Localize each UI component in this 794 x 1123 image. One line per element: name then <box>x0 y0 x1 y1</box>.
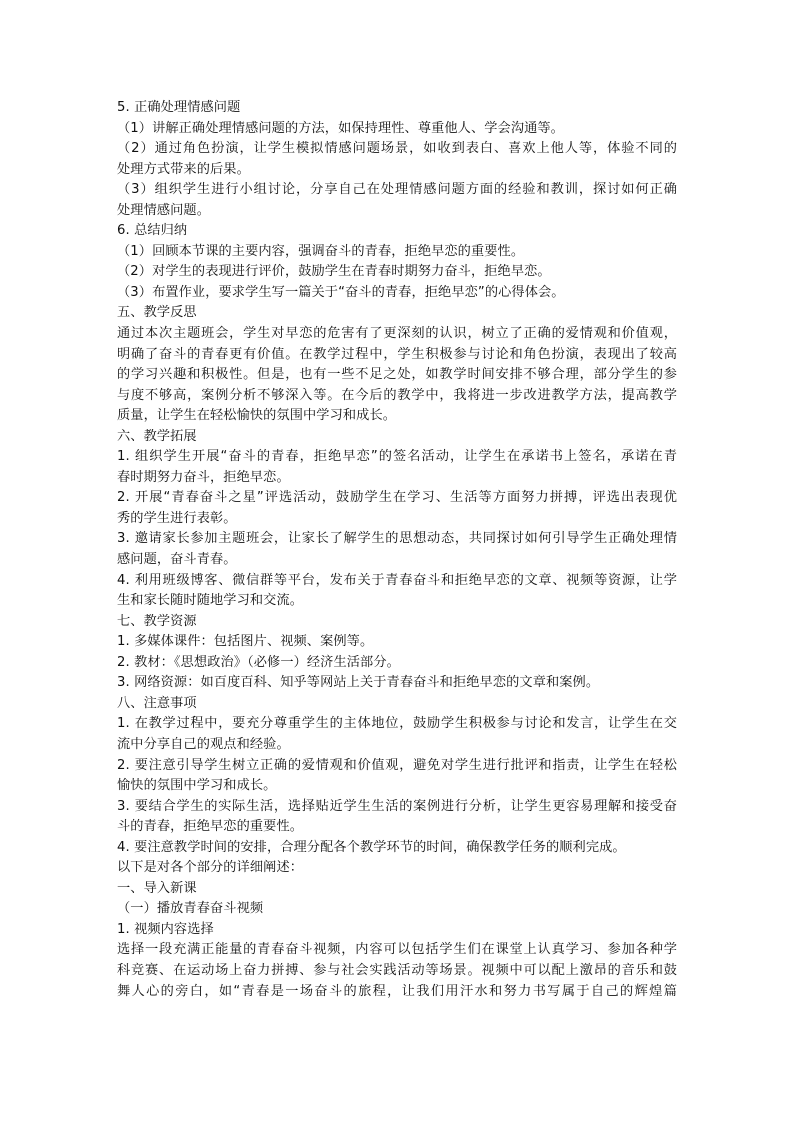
text-line: 处理方式带来的后果。 <box>117 161 250 177</box>
text-line: 感问题，奋斗青春。 <box>117 552 237 568</box>
text-line: （一）播放青春奋斗视频 <box>117 901 264 917</box>
text-line: 八、注意事项 <box>117 695 197 711</box>
text-line: 秀的学生进行表彰。 <box>117 510 237 526</box>
text-line: 六、教学拓展 <box>117 428 197 444</box>
text-line: （3）布置作业，要求学生写一篇关于“奋斗的青春，拒绝早恋”的心得体会。 <box>117 284 565 300</box>
text-line: 与度不够高，案例分析不够深入等。在今后的教学中，我将进一步改进教学方法，提高教学 <box>117 387 677 403</box>
text-line: 2. 开展“青春奋斗之星”评选活动，鼓励学生在学习、生活等方面努力拼搏，评选出表现优 <box>117 490 677 506</box>
text-line: （1）讲解正确处理情感问题的方法，如保持理性、尊重他人、学会沟通等。 <box>117 120 564 136</box>
text-line: 通过本次主题班会，学生对早恋的危害有了更深刻的认识，树立了正确的爱情观和价值观， <box>117 326 677 342</box>
text-line: 愉快的氛围中学习和成长。 <box>117 778 277 794</box>
text-line: 七、教学资源 <box>117 613 197 629</box>
text-line: 春时期努力奋斗，拒绝早恋。 <box>117 469 290 485</box>
text-line: 质量，让学生在轻松愉快的氛围中学习和成长。 <box>117 408 397 424</box>
text-line: （1）回顾本节课的主要内容，强调奋斗的青春，拒绝早恋的重要性。 <box>117 243 525 259</box>
text-line: 生和家长随时随地学习和交流。 <box>117 593 304 609</box>
text-line: 6. 总结归纳 <box>117 223 188 239</box>
text-line: 明确了奋斗的青春更有价值。在教学过程中，学生积极参与讨论和角色扮演，表现出了较高 <box>117 346 677 362</box>
text-line: 1. 视频内容选择 <box>117 921 214 937</box>
text-line: 舞人心的旁白，如“青春是一场奋斗的旅程，让我们用汗水和努力书写属于自己的辉煌篇 <box>117 983 677 999</box>
text-line: 的学习兴趣和积极性。但是，也有一些不足之处，如教学时间安排不够合理，部分学生的参 <box>117 367 677 383</box>
text-line: 流中分享自己的观点和经验。 <box>117 736 290 752</box>
text-line: 2. 教材：《思想政治》（必修一）经济生活部分。 <box>117 654 400 670</box>
text-line: 1. 多媒体课件：包括图片、视频、案例等。 <box>117 634 374 650</box>
text-line: 2. 要注意引导学生树立正确的爱情观和价值观，避免对学生进行批评和指责，让学生在轻松 <box>117 757 677 773</box>
text-line: 科竞赛、在运动场上奋力拼搏、参与社会实践活动等场景。视频中可以配上激昂的音乐和鼓 <box>117 962 677 978</box>
text-line: 5. 正确处理情感问题 <box>117 100 241 115</box>
text-line: 4. 利用班级博客、微信群等平台，发布关于青春奋斗和拒绝早恋的文章、视频等资源，让学 <box>117 572 677 588</box>
text-line: 3. 要结合学生的实际生活，选择贴近学生生活的案例进行分析，让学生更容易理解和接受奋 <box>117 798 677 814</box>
text-line: 处理情感问题。 <box>117 202 211 218</box>
text-line: 1. 在教学过程中，要充分尊重学生的主体地位，鼓励学生积极参与讨论和发言，让学生在交 <box>117 716 677 732</box>
text-line: （2）对学生的表现进行评价，鼓励学生在青春时期努力奋斗，拒绝早恋。 <box>117 264 551 280</box>
document-body <box>117 98 677 1002</box>
text-line: 以下是对各个部分的详细阐述： <box>117 860 304 876</box>
text-line: 4. 要注意教学时间的安排，合理分配各个教学环节的时间，确保教学任务的顺利完成。 <box>117 839 626 855</box>
text-line: 3. 邀请家长参加主题班会，让家长了解学生的思想动态，共同探讨如何引导学生正确处理情 <box>117 531 677 547</box>
text-line: 3. 网络资源：如百度百科、知乎等网站上关于青春奋斗和拒绝早恋的文章和案例。 <box>117 675 600 691</box>
text-line: 斗的青春，拒绝早恋的重要性。 <box>117 819 304 835</box>
text-line: 五、教学反思 <box>117 305 197 321</box>
text-line: 选择一段充满正能量的青春奋斗视频，内容可以包括学生们在课堂上认真学习、参加各种学 <box>117 942 677 958</box>
text-line: （2）通过角色扮演，让学生模拟情感问题场景，如收到表白、喜欢上他人等，体验不同的 <box>117 141 677 157</box>
text-line: 一、导入新课 <box>117 880 197 896</box>
text-line: 1. 组织学生开展“奋斗的青春，拒绝早恋”的签名活动，让学生在承诺书上签名，承诺在青 <box>117 449 677 465</box>
text-line: （3）组织学生进行小组讨论，分享自己在处理情感问题方面的经验和教训，探讨如何正确 <box>117 182 677 198</box>
